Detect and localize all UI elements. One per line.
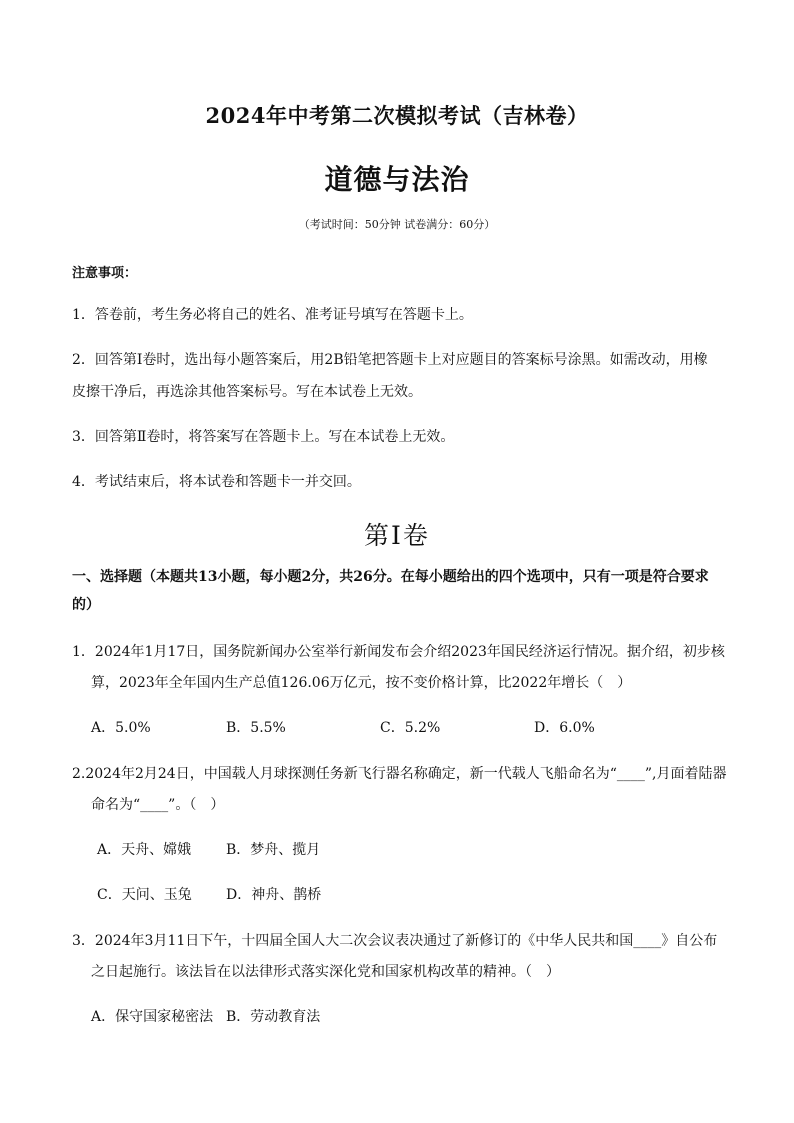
- question-1-text: 1．2024年1月17日，国务院新闻办公室举行新闻发布会介绍2023年国民经济运行情况。据介绍，初步核: [72, 644, 725, 660]
- q2-option-d: D．神舟、鹊桥: [226, 887, 322, 903]
- notice-heading: 注意事项：: [72, 266, 138, 281]
- q2-option-b: B．梦舟、揽月: [226, 842, 321, 858]
- exam-info: （考试时间：50分钟 试卷满分：60分）: [298, 218, 496, 231]
- notice-item-3: 3．回答第Ⅱ卷时，将答案写在答题卡上。写在本试卷上无效。: [72, 429, 455, 445]
- part-title: 第Ⅰ卷: [364, 521, 430, 550]
- section-heading: 一、选择题（本题共13小题，每小题2分，共26分。在每小题给出的四个选项中，只有一项是符合要求: [72, 569, 709, 585]
- q3-option-b: B．劳动教育法: [226, 1009, 321, 1025]
- section-heading-cont: 的）: [72, 597, 100, 613]
- q1-option-b: B．5.5%: [226, 720, 286, 736]
- notice-item-1: 1．答卷前，考生务必将自己的姓名、准考证号填写在答题卡上。: [72, 307, 473, 323]
- q1-option-c: C．5.2%: [380, 720, 441, 736]
- q2-option-a: A．天舟、嫦娥: [97, 842, 192, 858]
- q2-option-c: C．天问、玉兔: [97, 887, 192, 903]
- exam-title: 2024年中考第二次模拟考试（吉林卷）: [205, 103, 589, 128]
- q3-option-a: A．保守国家秘密法: [91, 1009, 214, 1025]
- q1-option-d: D．6.0%: [534, 720, 595, 736]
- notice-item-4: 4．考试结束后，将本试卷和答题卡一并交回。: [72, 474, 361, 490]
- question-2-text-cont: 命名为“____”。（ ）: [91, 797, 225, 813]
- notice-item-2-cont: 皮擦干净后，再选涂其他答案标号。写在本试卷上无效。: [72, 384, 422, 400]
- subject-title: 道德与法治: [324, 163, 470, 196]
- question-3-text: 3．2024年3月11日下午，十四届全国人大二次会议表决通过了新修订的《中华人民共和国____》自公布: [72, 933, 718, 949]
- question-2-text: 2.2024年2月24日，中国载人月球探测任务新飞行器名称确定，新一代载人飞船命名为“____”,月面着陆器: [72, 766, 727, 782]
- question-3-text-cont: 之日起施行。该法旨在以法律形式落实深化党和国家机构改革的精神。（ ）: [91, 964, 560, 980]
- notice-item-2: 2．回答第Ⅰ卷时，选出每小题答案后，用2B铅笔把答题卡上对应题目的答案标号涂黑。如需改动，用橡: [72, 352, 708, 368]
- question-1-text-cont: 算，2023年全年国内生产总值126.06万亿元，按不变价格计算，比2022年增长（ ）: [91, 675, 632, 691]
- q1-option-a: A．5.0%: [91, 720, 151, 736]
